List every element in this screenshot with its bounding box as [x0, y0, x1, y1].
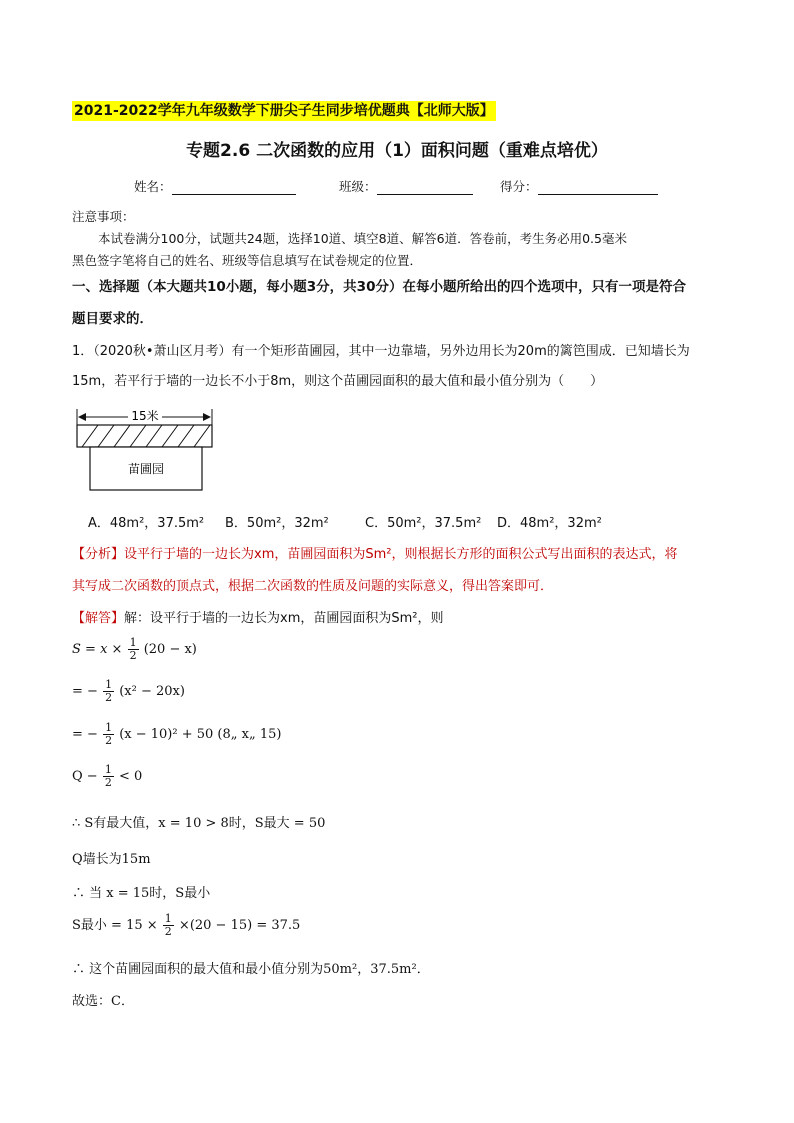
section-heading-1: 一、选择题（本大题共10小题，每小题3分，共30分）在每小题所给出的四个选项中，只有一项是符合 [72, 279, 686, 295]
section-heading-2: 题目要求的． [72, 311, 153, 327]
step-5: ∴ S有最大值，x = 10 > 8时，S最大 = 50 [72, 816, 326, 831]
fraction-half [103, 722, 114, 747]
name-label: 姓名： [134, 179, 172, 194]
score-label: 得分： [500, 179, 538, 194]
solution-intro-text: 解：设平行于墙的一边长为xm，苗圃园面积为Sm²，则 [124, 611, 444, 626]
step-2-post: (x² − 20x) [119, 684, 185, 699]
step-10: 故选：C． [72, 994, 134, 1009]
analysis-line-2: 其写成二次函数的顶点式，根据二次函数的性质及问题的实际意义，得出答案即可． [72, 579, 554, 594]
fraction-half [163, 913, 174, 938]
solution-tag: 【解答】 [72, 611, 125, 626]
name-blank [172, 180, 296, 195]
step-2-pre: = − [72, 684, 98, 699]
step-4-post: < 0 [118, 769, 143, 784]
fraction-half [103, 764, 114, 789]
class-blank [377, 180, 473, 195]
garden-label: 苗圃园 [127, 462, 165, 476]
step-2 [72, 679, 185, 704]
fraction-den: 2 [164, 925, 172, 938]
step-8 [72, 913, 300, 938]
step-3-pre: = − [72, 727, 98, 742]
score-field [500, 177, 658, 195]
step-4-pre: Q − [72, 769, 98, 784]
step-6: Q墙长为15m [72, 852, 151, 867]
analysis-text-1: 设平行于墙的一边长为xm，苗圃园面积为Sm²，则根据长方形的面积公式写出面积的表达式，将 [124, 547, 678, 562]
fraction-num: 1 [104, 763, 112, 776]
fraction-den: 2 [104, 776, 112, 789]
fraction-num: 1 [129, 636, 137, 649]
solution-intro [72, 607, 444, 626]
step-1 [72, 637, 197, 662]
page-title: 专题2.6 二次函数的应用（1）面积问题（重难点培优） [186, 141, 608, 161]
fraction-den: 2 [129, 649, 137, 662]
garden-figure [70, 405, 220, 495]
fraction-num: 1 [105, 678, 113, 691]
step-4 [72, 764, 142, 789]
step-8-pre: S最小 = 15 × [72, 918, 158, 933]
notice-heading: 注意事项： [72, 209, 135, 224]
option-b: B．50m²，32m² [225, 516, 329, 531]
fraction-den: 2 [105, 734, 113, 747]
step-8-post: ×(20 − 15) = 37.5 [178, 918, 301, 933]
step-1-post: (20 − x) [143, 642, 197, 657]
class-field [339, 177, 473, 195]
name-field [134, 177, 296, 195]
class-label: 班级： [339, 179, 377, 194]
fraction-half [103, 679, 114, 704]
analysis-line-1 [72, 543, 678, 562]
analysis-tag: 【分析】 [72, 547, 125, 562]
fraction-den: 2 [105, 691, 113, 704]
step-9: ∴ 这个苗圃园面积的最大值和最小值分别为50m²，37.5m²． [72, 962, 430, 977]
step-3 [72, 722, 281, 747]
fraction-half [128, 637, 139, 662]
option-a: A．48m²，37.5m² [88, 516, 205, 531]
step-1-pre: S = x × [72, 642, 123, 657]
notice-line-1: 本试卷满分100分，试题共24题，选择10道、填空8道、解答6道．答卷前，考生务必用0.5毫米 [98, 231, 627, 246]
wall-length-label: 15米 [131, 409, 159, 423]
series-banner: 2021-2022学年九年级数学下册尖子生同步培优题典【北师大版】 [74, 103, 494, 119]
step-3-post: (x − 10)² + 50 (8„ x„ 15) [119, 727, 282, 742]
question-1-line-2: 15m，若平行于墙的一边长不小于8m，则这个苗圃园面积的最大值和最小值分别为（ ） [72, 374, 604, 389]
option-d: D．48m²，32m² [497, 516, 602, 531]
notice-line-2: 黑色签字笔将自己的姓名、班级等信息填写在试卷规定的位置． [72, 253, 423, 268]
fraction-num: 1 [105, 721, 113, 734]
fraction-num: 1 [164, 912, 172, 925]
step-7: ∴ 当 x = 15时，S最小 [72, 886, 211, 901]
question-1-line-1: 1．（2020秋•萧山区月考）有一个矩形苗圃园，其中一边靠墙，另外边用长为20m的篱笆围成．已知墙长为 [72, 344, 690, 359]
option-c: C．50m²，37.5m² [365, 516, 482, 531]
score-blank [538, 180, 658, 195]
